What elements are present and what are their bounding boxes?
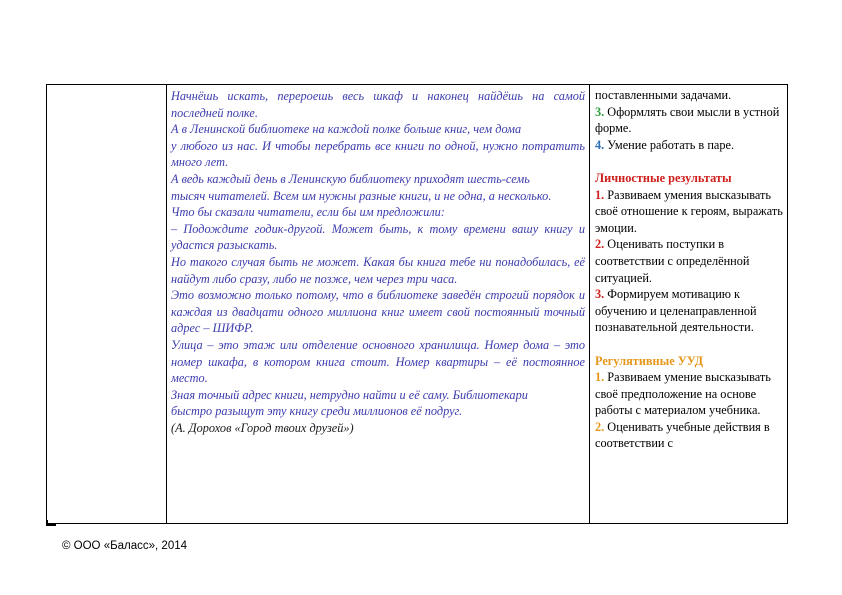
story-line: А ведь каждый день в Ленинскую библиотеку приходят шесть-семь: [171, 171, 530, 186]
regulative-uud-heading: Регулятивные УУД: [595, 353, 704, 368]
goals-text: [590, 85, 787, 452]
goal-text: Оформлять свои мысли в устной форме.: [595, 104, 780, 136]
story-line: Это возможно только потому, что в библиотеке заведён строгий порядок и каждая из двадцати одного миллиона книг имеет свой постоянный точный адрес – ШИФР.: [171, 288, 585, 336]
empty-stage-cell: [47, 85, 167, 524]
story-line: А в Ленинской библиотеке на каждой полке больше книг, чем дома: [171, 122, 522, 137]
copyright-footer: © ООО «Баласс», 2014: [62, 540, 188, 552]
goal-item: [595, 137, 783, 154]
table-corner-mark: [46, 520, 56, 526]
goal-text: Формируем мотивацию к обучению и целенаправленной познавательной деятельности.: [595, 287, 757, 335]
personal-results-heading: Личностные результаты: [595, 170, 732, 185]
goal-text: Оценивать учебные действия в соответствии с: [595, 419, 770, 451]
goal-number: 3.: [595, 287, 605, 302]
goal-item: [595, 286, 783, 336]
goal-number: 3.: [595, 104, 605, 119]
table-row: [47, 85, 788, 524]
goal-item: [595, 369, 783, 419]
story-source: (А. Дорохов «Город твоих друзей»): [171, 420, 354, 435]
goals-intro: поставленными задачами.: [595, 88, 732, 102]
goals-cell: [590, 85, 788, 524]
goal-text: Развиваем умения высказывать своё отношение к героям, выражать эмоции.: [595, 187, 783, 235]
goal-item: [595, 419, 783, 452]
goal-number: 1.: [595, 187, 605, 202]
story-line: Но такого случая быть не может. Какая бы книга тебе ни понадобилась, её найдут либо сразу, либо не позже, чем через три часа.: [171, 254, 585, 286]
goal-text: Оценивать поступки в соответствии с определённой ситуацией.: [595, 237, 750, 285]
goal-number: 1.: [595, 370, 605, 385]
lesson-table: [46, 84, 788, 524]
goal-text: Умение работать в паре.: [604, 137, 735, 152]
story-line: Зная точный адрес книги, нетрудно найти и её саму. Библиотекари: [171, 387, 528, 402]
story-line: Начнёшь искать, перероешь весь шкаф и наконец найдёшь на самой последней полке.: [171, 89, 585, 120]
goal-item: [595, 104, 783, 137]
story-cell: [167, 85, 590, 524]
story-line: Улица – это этаж или отделение основного хранилища. Номер дома – это номер шкафа, в котором книга стоит. Номер квартиры – её постоянное место.: [171, 337, 585, 386]
story-line: быстро разыщут эту книгу среди миллионов её подруг.: [171, 404, 463, 419]
story-line: Что бы сказали читатели, если бы им предложили:: [171, 205, 445, 220]
story-line: у любого из нас. И чтобы перебрать все книги по одной, нужно потратить много лет.: [171, 138, 585, 170]
story-text: [167, 85, 589, 436]
goal-number: 2.: [595, 237, 605, 252]
goal-text: Развиваем умение высказывать своё предположение на основе работы с материалом учебника.: [595, 370, 771, 418]
goal-item: [595, 236, 783, 286]
goal-number: 4.: [595, 137, 605, 152]
goal-number: 2.: [595, 419, 605, 434]
goal-item: [595, 187, 783, 237]
story-line: тысяч читателей. Всем им нужны разные книги, и не одна, а несколько.: [171, 188, 552, 203]
story-line: – Подождите годик-другой. Может быть, к тому времени вашу книгу и удастся разыскать.: [171, 221, 585, 253]
